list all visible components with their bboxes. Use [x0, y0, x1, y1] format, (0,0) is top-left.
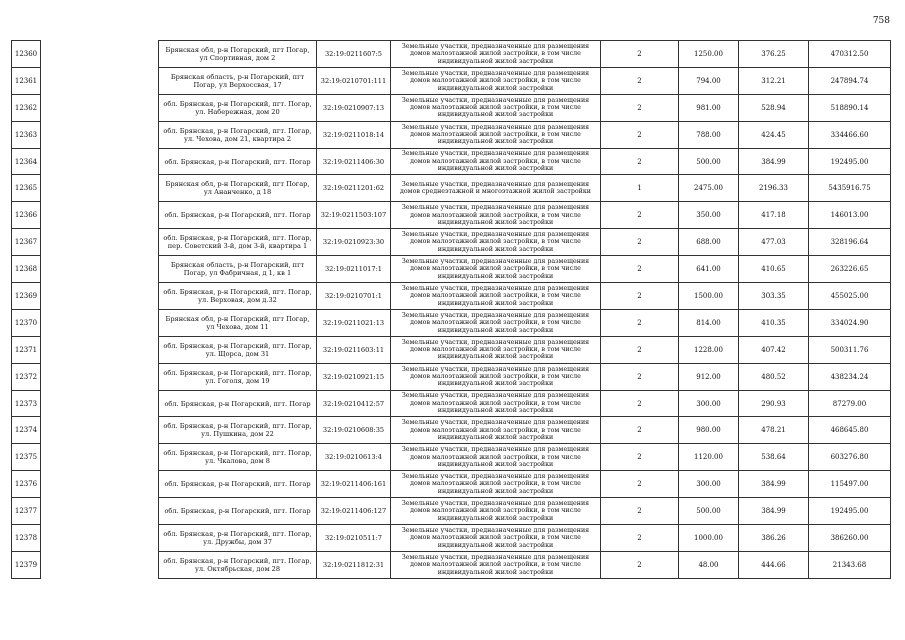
table-row — [159, 256, 891, 283]
cell-cadastral-value: 386260.00 — [809, 525, 891, 552]
row-number-row — [12, 525, 41, 552]
cell-address: обл. Брянская, р-н Погарский, пгт. Погар — [159, 202, 317, 229]
cell-cadastral-number: 32:19:0210701:1 — [317, 283, 391, 310]
cell-specific-value: 538.64 — [739, 444, 809, 471]
table-row — [159, 283, 891, 310]
cell-permitted-use: Земельные участки, предназначенные для размещения домов малоэтажной жилой застройки, в том числе индивидуальной жилой застройки — [391, 202, 601, 229]
cell-row-number: 12369 — [12, 283, 41, 310]
cell-area: 1228.00 — [679, 336, 739, 363]
row-number-row — [12, 283, 41, 310]
cell-permitted-use: Земельные участки, предназначенные для размещения домов малоэтажной жилой застройки, в том числе индивидуальной жилой застройки — [391, 363, 601, 390]
cell-specific-value: 384.99 — [739, 148, 809, 175]
cell-row-number: 12377 — [12, 498, 41, 525]
table-row — [159, 363, 891, 390]
cell-cadastral-number: 32:19:0211406:161 — [317, 471, 391, 498]
cell-area: 300.00 — [679, 471, 739, 498]
cell-area: 2475.00 — [679, 175, 739, 202]
table-row — [159, 444, 891, 471]
cell-row-number: 12379 — [12, 551, 41, 578]
cell-permitted-use: Земельные участки, предназначенные для размещения домов малоэтажной жилой застройки, в том числе индивидуальной жилой застройки — [391, 390, 601, 417]
cell-permitted-use: Земельные участки, предназначенные для размещения домов малоэтажной жилой застройки, в том числе индивидуальной жилой застройки — [391, 148, 601, 175]
cell-specific-value: 384.99 — [739, 498, 809, 525]
row-number-row — [12, 229, 41, 256]
table-row — [159, 175, 891, 202]
cell-group: 2 — [601, 551, 679, 578]
table-row — [159, 67, 891, 94]
row-number-row — [12, 94, 41, 121]
cell-group: 2 — [601, 498, 679, 525]
table-row — [159, 336, 891, 363]
cell-row-number: 12370 — [12, 309, 41, 336]
cell-permitted-use: Земельные участки, предназначенные для размещения домов малоэтажной жилой застройки, в том числе индивидуальной жилой застройки — [391, 498, 601, 525]
cell-area: 500.00 — [679, 148, 739, 175]
cell-cadastral-number: 32:19:0210511:7 — [317, 525, 391, 552]
table-row — [159, 148, 891, 175]
cell-row-number: 12361 — [12, 67, 41, 94]
cell-specific-value: 303.35 — [739, 283, 809, 310]
row-number-row — [12, 202, 41, 229]
cell-row-number: 12372 — [12, 363, 41, 390]
cell-cadastral-number: 32:19:0211201:62 — [317, 175, 391, 202]
table-row — [159, 498, 891, 525]
cell-specific-value: 386.26 — [739, 525, 809, 552]
cell-row-number: 12362 — [12, 94, 41, 121]
cell-address: обл. Брянская, р-н Погарский, пгт. Погар, пер. Советский 3-й, дом 3-й, квартира 1 — [159, 229, 317, 256]
cell-group: 2 — [601, 525, 679, 552]
row-number-row — [12, 498, 41, 525]
cell-address: обл. Брянская, р-н Погарский, пгт. Погар, ул. Щорса, дом 31 — [159, 336, 317, 363]
cell-cadastral-value: 328196.64 — [809, 229, 891, 256]
cell-permitted-use: Земельные участки, предназначенные для размещения домов малоэтажной жилой застройки, в том числе индивидуальной жилой застройки — [391, 417, 601, 444]
cell-permitted-use: Земельные участки, предназначенные для размещения домов малоэтажной жилой застройки, в том числе индивидуальной жилой застройки — [391, 551, 601, 578]
land-plots-table — [158, 40, 891, 579]
cell-group: 2 — [601, 148, 679, 175]
cell-cadastral-number: 32:19:0211603:11 — [317, 336, 391, 363]
cell-area: 1000.00 — [679, 525, 739, 552]
cell-permitted-use: Земельные участки, предназначенные для размещения домов малоэтажной жилой застройки, в том числе индивидуальной жилой застройки — [391, 121, 601, 148]
cell-cadastral-number: 32:19:0211812:31 — [317, 551, 391, 578]
cell-area: 1120.00 — [679, 444, 739, 471]
cell-specific-value: 2196.33 — [739, 175, 809, 202]
cell-area: 1250.00 — [679, 41, 739, 68]
cell-row-number: 12378 — [12, 525, 41, 552]
cell-area: 912.00 — [679, 363, 739, 390]
cell-cadastral-value: 192495.00 — [809, 148, 891, 175]
table-row — [159, 41, 891, 68]
row-number-row — [12, 41, 41, 68]
row-number-row — [12, 309, 41, 336]
cell-cadastral-value: 334466.60 — [809, 121, 891, 148]
cell-permitted-use: Земельные участки, предназначенные для размещения домов малоэтажной жилой застройки, в том числе индивидуальной жилой застройки — [391, 67, 601, 94]
cell-specific-value: 477.03 — [739, 229, 809, 256]
cell-cadastral-value: 5435916.75 — [809, 175, 891, 202]
table-row — [159, 551, 891, 578]
cell-permitted-use: Земельные участки, предназначенные для размещения домов малоэтажной жилой застройки, в том числе индивидуальной жилой застройки — [391, 471, 601, 498]
cell-group: 2 — [601, 94, 679, 121]
cell-address: обл. Брянская, р-н Погарский, пгт. Погар, ул. Набережная, дом 20 — [159, 94, 317, 121]
cell-area: 48.00 — [679, 551, 739, 578]
cell-specific-value: 290.93 — [739, 390, 809, 417]
cell-address: обл. Брянская, р-н Погарский, пгт. Погар — [159, 390, 317, 417]
cell-row-number: 12366 — [12, 202, 41, 229]
cell-area: 300.00 — [679, 390, 739, 417]
cell-permitted-use: Земельные участки, предназначенные для размещения домов малоэтажной жилой застройки, в том числе индивидуальной жилой застройки — [391, 283, 601, 310]
cell-cadastral-value: 438234.24 — [809, 363, 891, 390]
cell-address: обл. Брянская, р-н Погарский, пгт. Погар, ул. Дружбы, дом 37 — [159, 525, 317, 552]
cell-permitted-use: Земельные участки, предназначенные для размещения домов малоэтажной жилой застройки, в том числе индивидуальной жилой застройки — [391, 444, 601, 471]
cell-cadastral-value: 470312.50 — [809, 41, 891, 68]
cell-row-number: 12363 — [12, 121, 41, 148]
cell-address: обл. Брянская, р-н Погарский, пгт. Погар, ул. Верховая, дом д.32 — [159, 283, 317, 310]
cell-cadastral-number: 32:19:0210608:35 — [317, 417, 391, 444]
row-number-row — [12, 121, 41, 148]
row-number-row — [12, 336, 41, 363]
cell-area: 788.00 — [679, 121, 739, 148]
cell-group: 2 — [601, 363, 679, 390]
cell-address: Брянская обл, р-н Погарский, пгт Погар, ул Чехова, дом 11 — [159, 309, 317, 336]
cell-row-number: 12367 — [12, 229, 41, 256]
cell-area: 794.00 — [679, 67, 739, 94]
cell-cadastral-value: 500311.76 — [809, 336, 891, 363]
cell-address: Брянская область, р-н Погарский, пгт Погар, ул Фабричная, д 1, кв 1 — [159, 256, 317, 283]
cell-permitted-use: Земельные участки, предназначенные для размещения домов малоэтажной жилой застройки, в том числе индивидуальной жилой застройки — [391, 309, 601, 336]
cell-cadastral-value: 334024.90 — [809, 309, 891, 336]
cell-cadastral-number: 32:19:0210923:30 — [317, 229, 391, 256]
cell-address: Брянская область, р-н Погарский, пгт Погар, ул Верхоссвая, 17 — [159, 67, 317, 94]
cell-group: 2 — [601, 67, 679, 94]
cell-cadastral-number: 32:19:0210613:4 — [317, 444, 391, 471]
row-number-column — [11, 40, 41, 579]
cell-specific-value: 407.42 — [739, 336, 809, 363]
cell-cadastral-number: 32:19:0211021:13 — [317, 309, 391, 336]
cell-area: 641.00 — [679, 256, 739, 283]
cell-address: обл. Брянская, р-н Погарский, пгт. Погар, ул. Чкалова, дом 8 — [159, 444, 317, 471]
cell-row-number: 12365 — [12, 175, 41, 202]
cell-area: 688.00 — [679, 229, 739, 256]
cell-group: 1 — [601, 175, 679, 202]
table-row — [159, 309, 891, 336]
cell-permitted-use: Земельные участки, предназначенные для размещения домов малоэтажной жилой застройки, в том числе индивидуальной жилой застройки — [391, 229, 601, 256]
cell-address: обл. Брянская, р-н Погарский, пгт. Погар, ул. Гоголя, дом 19 — [159, 363, 317, 390]
cell-group: 2 — [601, 336, 679, 363]
cell-cadastral-number: 32:19:0211017:1 — [317, 256, 391, 283]
cell-area: 350.00 — [679, 202, 739, 229]
cell-group: 2 — [601, 417, 679, 444]
cell-cadastral-number: 32:19:0211018:14 — [317, 121, 391, 148]
cell-permitted-use: Земельные участки, предназначенные для размещения домов среднеэтажной и многоэтажной жилой застройки — [391, 175, 601, 202]
cell-row-number: 12368 — [12, 256, 41, 283]
cell-cadastral-number: 32:19:0211607:5 — [317, 41, 391, 68]
cell-cadastral-value: 455025.00 — [809, 283, 891, 310]
row-number-row — [12, 363, 41, 390]
cell-permitted-use: Земельные участки, предназначенные для размещения домов малоэтажной жилой застройки, в том числе индивидуальной жилой застройки — [391, 256, 601, 283]
cell-row-number: 12360 — [12, 41, 41, 68]
table-row — [159, 390, 891, 417]
cell-cadastral-number: 32:19:0211503:107 — [317, 202, 391, 229]
cell-cadastral-value: 247894.74 — [809, 67, 891, 94]
cell-cadastral-value: 146013.00 — [809, 202, 891, 229]
cell-row-number: 12364 — [12, 148, 41, 175]
cell-group: 2 — [601, 444, 679, 471]
page-number: 758 — [872, 16, 890, 26]
row-number-row — [12, 256, 41, 283]
cell-cadastral-value: 518890.14 — [809, 94, 891, 121]
cell-row-number: 12371 — [12, 336, 41, 363]
cell-address: Брянская обл, р-н Погарский, пгт Погар, ул Спортивная, дом 2 — [159, 41, 317, 68]
cell-area: 814.00 — [679, 309, 739, 336]
cell-cadastral-value: 468645.80 — [809, 417, 891, 444]
table-row — [159, 229, 891, 256]
cell-group: 2 — [601, 229, 679, 256]
cell-address: обл. Брянская, р-н Погарский, пгт. Погар — [159, 471, 317, 498]
cell-row-number: 12376 — [12, 471, 41, 498]
cell-permitted-use: Земельные участки, предназначенные для размещения домов малоэтажной жилой застройки, в том числе индивидуальной жилой застройки — [391, 525, 601, 552]
cell-area: 980.00 — [679, 417, 739, 444]
row-number-row — [12, 67, 41, 94]
cell-specific-value: 480.52 — [739, 363, 809, 390]
cell-cadastral-number: 32:19:0211406:127 — [317, 498, 391, 525]
cell-specific-value: 478.21 — [739, 417, 809, 444]
cell-specific-value: 410.35 — [739, 309, 809, 336]
cell-cadastral-value: 87279.00 — [809, 390, 891, 417]
table-row — [159, 417, 891, 444]
cell-address: обл. Брянская, р-н Погарский, пгт. Погар, ул. Чехова, дом 21, квартира 2 — [159, 121, 317, 148]
cell-group: 2 — [601, 471, 679, 498]
cell-group: 2 — [601, 121, 679, 148]
cell-specific-value: 312.21 — [739, 67, 809, 94]
cell-cadastral-value: 603276.80 — [809, 444, 891, 471]
cell-address: Брянская обл, р-н Погарский, пгт Погар, ул Ананченко, д 18 — [159, 175, 317, 202]
cell-address: обл. Брянская, р-н Погарский, пгт. Погар — [159, 148, 317, 175]
cell-cadastral-value: 192495.00 — [809, 498, 891, 525]
row-number-row — [12, 444, 41, 471]
table-row — [159, 121, 891, 148]
cell-row-number: 12375 — [12, 444, 41, 471]
cell-cadastral-number: 32:19:0210907:13 — [317, 94, 391, 121]
cell-specific-value: 528.94 — [739, 94, 809, 121]
cell-group: 2 — [601, 390, 679, 417]
cell-cadastral-value: 263226.65 — [809, 256, 891, 283]
table-row — [159, 525, 891, 552]
cell-specific-value: 384.99 — [739, 471, 809, 498]
cell-specific-value: 424.45 — [739, 121, 809, 148]
cell-group: 2 — [601, 202, 679, 229]
cell-cadastral-value: 21343.68 — [809, 551, 891, 578]
cell-group: 2 — [601, 256, 679, 283]
cell-specific-value: 444.66 — [739, 551, 809, 578]
cell-area: 981.00 — [679, 94, 739, 121]
row-number-row — [12, 175, 41, 202]
row-number-row — [12, 148, 41, 175]
cell-permitted-use: Земельные участки, предназначенные для размещения домов малоэтажной жилой застройки, в том числе индивидуальной жилой застройки — [391, 94, 601, 121]
table-row — [159, 471, 891, 498]
cell-area: 1500.00 — [679, 283, 739, 310]
cell-permitted-use: Земельные участки, предназначенные для размещения домов малоэтажной жилой застройки, в том числе индивидуальной жилой застройки — [391, 336, 601, 363]
cell-group: 2 — [601, 283, 679, 310]
table-row — [159, 94, 891, 121]
cell-cadastral-number: 32:19:0210701:111 — [317, 67, 391, 94]
cell-address: обл. Брянская, р-н Погарский, пгт. Погар, ул. Пушкина, дом 22 — [159, 417, 317, 444]
cell-address: обл. Брянская, р-н Погарский, пгт. Погар, ул. Октябрьская, дом 28 — [159, 551, 317, 578]
cell-address: обл. Брянская, р-н Погарский, пгт. Погар — [159, 498, 317, 525]
cell-cadastral-number: 32:19:0210921:15 — [317, 363, 391, 390]
row-number-row — [12, 390, 41, 417]
cell-row-number: 12373 — [12, 390, 41, 417]
row-number-row — [12, 417, 41, 444]
cell-row-number: 12374 — [12, 417, 41, 444]
table-row — [159, 202, 891, 229]
cell-group: 2 — [601, 41, 679, 68]
row-number-row — [12, 471, 41, 498]
cell-specific-value: 410.65 — [739, 256, 809, 283]
row-number-row — [12, 551, 41, 578]
cell-specific-value: 417.18 — [739, 202, 809, 229]
cell-permitted-use: Земельные участки, предназначенные для размещения домов малоэтажной жилой застройки, в том числе индивидуальной жилой застройки — [391, 41, 601, 68]
cell-group: 2 — [601, 309, 679, 336]
cell-specific-value: 376.25 — [739, 41, 809, 68]
cell-area: 500.00 — [679, 498, 739, 525]
cell-cadastral-number: 32:19:0211406:30 — [317, 148, 391, 175]
cell-cadastral-number: 32:19:0210412:57 — [317, 390, 391, 417]
cell-cadastral-value: 115497.00 — [809, 471, 891, 498]
